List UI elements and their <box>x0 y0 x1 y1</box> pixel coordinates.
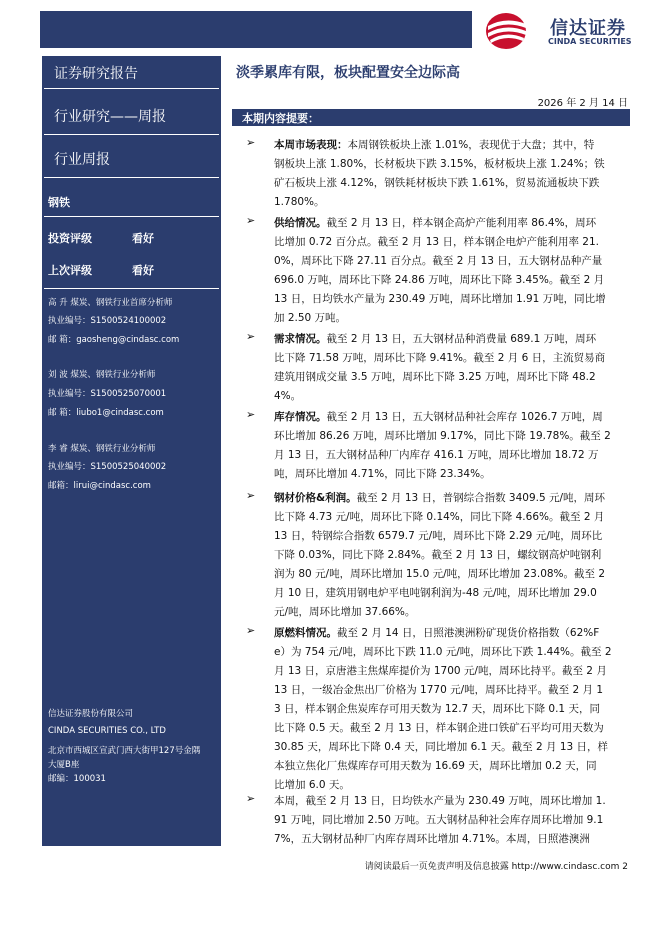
analyst-name-title: 李 睿 煤炭、钢铁行业分析师 <box>48 444 156 454</box>
logo-subtitle: CINDA SECURITIES <box>548 37 632 46</box>
summary-header-bar <box>232 109 630 126</box>
divider <box>44 177 219 178</box>
analyst-license: 执业编号：S1500525040002 <box>48 462 167 472</box>
divider <box>44 88 219 89</box>
bullet-arrow-icon: ➢ <box>246 330 256 343</box>
summary-item-text: 钢材价格&利润。截至 2 月 13 日，普钢综合指数 3409.5 元/吨，周环 比下降 4.73 元/吨，周环比下降 0.14%，同比下降 4.66%。截至 2 月 13 日，特钢综合指数 6579.7 元/吨，周环比下降 2.29 元/吨，周环比 下降 0.03%，同比下降 2.84%。截至 2 月 13 日，螺纹钢高炉吨钢利 润为 80 元/吨，周环比增加 15.0 元/吨，周环比增加 23.08%。截至 2 月 10 日，建筑用钢电炉平电吨钢利润为-48 元/吨，周环比增加 29.0 元/吨，周环比增加 37.66%。 <box>274 492 606 618</box>
summary-item-text: 需求情况。截至 2 月 13 日，五大钢材品种消费量 689.1 万吨，周环 比下降 71.58 万吨，周环比下降 9.41%。截至 2 月 6 日，主流贸易商 建筑用钢成交量 3.5 万吨，周环比下降 3.25 万吨，周环比下降 48.2 4%。 <box>274 333 606 402</box>
bullet-arrow-icon: ➢ <box>246 214 256 227</box>
report-title: 淡季累库有限，板块配置安全边际高 <box>236 65 460 81</box>
summary-item-text: 原燃料情况。截至 2 月 14 日，日照港澳洲粉矿现货价格指数（62%F e）为 754 元/吨，周环比下跌 11.0 元/吨，周环比下跌 1.44%。截至 2 月 13 日，京唐港主焦煤库提价为 1700 元/吨，周环比持平。截至 2 月 13 日，一级冶金焦出厂价格为 1770 元/吨，周环比持平。截至 2 月 1 3 日，样本钢企焦炭库存可用天数为 12.7 天，周环比下降 0.1 天，同 比下降 0.5 天。截至 2 月 13 日，样本钢企进口铁矿石平均可用天数为 30.85 天，周环比下降 0.4 天，同比增加 6.1 天。截至 2 月 13 日，样 本独立焦化厂焦煤库存可用天数为 16.69 天，周环比增加 0.2 天，同 比增加 6.0 天。 <box>274 627 612 791</box>
rating-label: 投资评级 <box>48 232 92 245</box>
bullet-arrow-icon: ➢ <box>246 408 256 421</box>
industry-name: 钢铁 <box>48 196 70 209</box>
report-subcategory: 行业研究——周报 <box>54 109 166 125</box>
company-name-en: CINDA SECURITIES CO., LTD <box>48 726 166 736</box>
summary-item-text: 本周，截至 2 月 13 日，日均铁水产量为 230.49 万吨，周环比增加 1. 91 万吨，同比增加 2.50 万吨。五大钢材品种社会库存周环比增加 9.1 7%，五大钢材品种厂内库存周环比增加 4.71%。本周，日照港澳洲 <box>274 795 606 845</box>
report-category: 证券研究报告 <box>54 66 138 82</box>
analyst-email: 邮箱：lirui@cindasc.com <box>48 481 151 491</box>
divider <box>44 288 219 289</box>
rating-value: 看好 <box>132 232 154 245</box>
logo-text: 信达证券 <box>550 18 626 39</box>
analyst-email: 邮 箱：gaosheng@cindasc.com <box>48 335 180 345</box>
summary-header: 本期内容提要： <box>242 112 319 125</box>
analyst-license: 执业编号：S1500524100002 <box>48 316 167 326</box>
sidebar <box>42 56 221 846</box>
analyst-email: 邮 箱：liubo1@cindasc.com <box>48 408 164 418</box>
summary-item-text: 供给情况。截至 2 月 13 日，样本钢企高炉产能利用率 86.4%，周环 比增加 0.72 百分点。截至 2 月 13 日，样本钢企电炉产能利用率 21. 0%，周环比下降 27.11 百分点。截至 2 月 13 日，五大钢材品种产量 696.0 万吨，周环比下降 24.86 万吨，周环比下降 3.45%。截至 2 月 13 日，日均铁水产量为 230.49 万吨，周环比增加 1.91 万吨，同比增 加 2.50 万吨。 <box>274 217 606 324</box>
company-name-cn: 信达证券股份有限公司 <box>48 709 134 719</box>
summary-item-text: 库存情况。截至 2 月 13 日，五大钢材品种社会库存 1026.7 万吨，周 环比增加 86.26 万吨，周环比增加 9.17%，同比下降 19.78%。截至 2 月 13 日，五大钢材品种厂内库存 416.1 万吨，周环比增加 18.72 万 吨，周环比增加 4.71%，同比下降 23.34%。 <box>274 411 611 480</box>
header-bar <box>40 11 472 48</box>
prev-rating-label: 上次评级 <box>48 264 92 277</box>
bullet-arrow-icon: ➢ <box>246 792 256 805</box>
footer-disclaimer: 请阅读最后一页免责声明及信息披露 http://www.cindasc.com 2 <box>364 862 628 872</box>
company-address: 北京市西城区宣武门西大街甲127号金隅 <box>48 746 201 756</box>
divider <box>44 216 219 217</box>
bullet-arrow-icon: ➢ <box>246 489 256 502</box>
divider <box>44 134 219 135</box>
company-address-2: 大厦B座 <box>48 760 80 770</box>
summary-item-text: 本周市场表现：本周钢铁板块上涨 1.01%，表现优于大盘；其中，特 钢板块上涨 1.80%，长材板块下跌 3.15%，板材板块上涨 1.24%；铁 矿石板块上涨 4.12%，钢铁耗材板块下跌 1.61%，贸易流通板块下跌 1.780%。 <box>274 139 605 208</box>
analyst-license: 执业编号：S1500525070001 <box>48 389 167 399</box>
company-postcode: 邮编：100031 <box>48 774 106 784</box>
bullet-arrow-icon: ➢ <box>246 624 256 637</box>
analyst-name-title: 刘 波 煤炭、钢铁行业分析师 <box>48 370 156 380</box>
bullet-arrow-icon: ➢ <box>246 136 256 149</box>
prev-rating-value: 看好 <box>132 264 154 277</box>
report-type: 行业周报 <box>54 152 110 168</box>
analyst-name-title: 高 升 煤炭、钢铁行业首席分析师 <box>48 298 173 308</box>
report-date: 2026 年 2 月 14 日 <box>537 98 628 109</box>
